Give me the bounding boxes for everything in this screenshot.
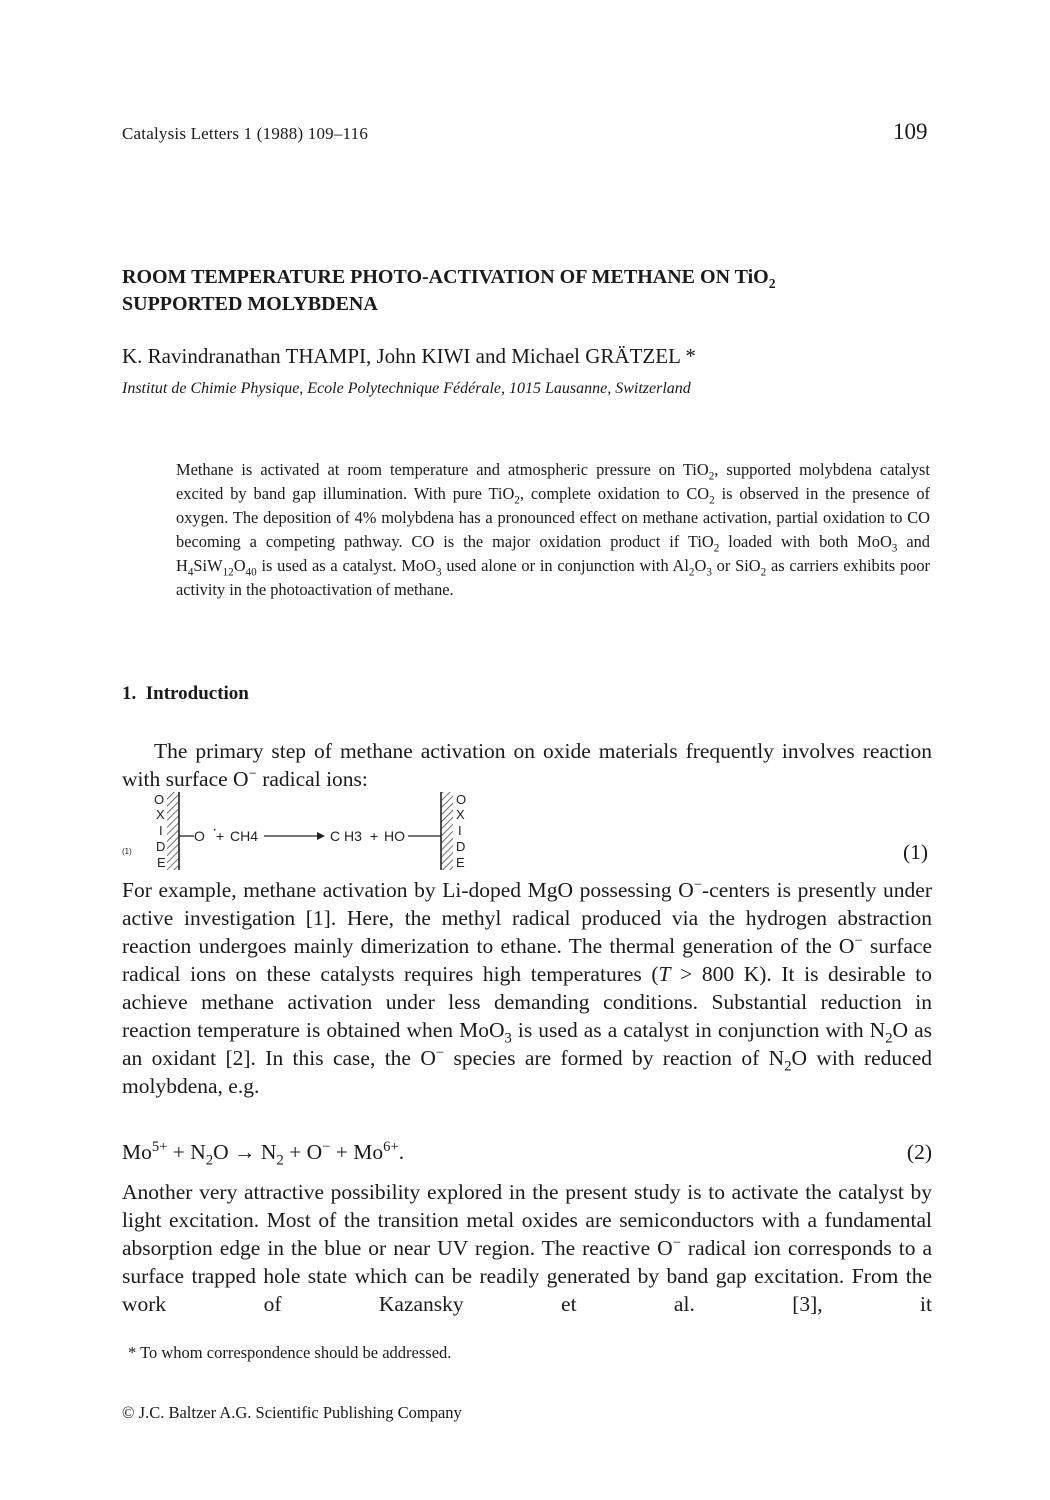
svg-text:I: I xyxy=(458,823,462,838)
svg-text:X: X xyxy=(456,807,465,822)
equation-2 xyxy=(122,1138,932,1169)
paragraph-methane-activation: For example, methane activation by Li-doped MgO possessing O−-centers is presently under active investigation [1]. Here, the methyl radical produced via the hydrogen abstraction reaction undergoes mainly dimerization to ethane. The thermal generation of the O− surface radical ions on these catalysts requires high temperatures (T > 800 K). It is desirable to achieve methane activation under less demanding conditions. Substantial reduction in reaction temperature is obtained when MoO$_3$ is used as a catalyst in conjunction with $N_2O$ as an oxidant [2]. In this case, the O− species are formed by reaction of $N_2O$ with reduced molybdena, e.g. xyxy=(122,876,932,1098)
methane-formula: CH4 xyxy=(230,828,259,844)
paragraph-intro: The primary step of methane activation on oxide materials frequently involves reaction with surface O− radical ions: xyxy=(122,739,932,791)
title-line-2: SUPPORTED MOLYBDENA xyxy=(122,293,378,315)
journal-citation: Catalysis Letters 1 (1988) 109–116 xyxy=(122,124,369,143)
svg-text:·: · xyxy=(212,821,218,838)
page-number: 109 xyxy=(893,119,928,144)
section-heading xyxy=(122,683,249,705)
paragraph-light-excitation: Another very attractive possibility explored in the present study is to activate the catalyst by light excitation. Most of the transition metal oxides are semiconductors with a fundamental absorption edge in the blue or near UV region. The reactive O− radical ion corresponds to a surface trapped hole state which can be readily generated by band gap excitation. From the work of Kazansky et al. [3], it xyxy=(122,1180,932,1316)
equation-1-label: (1) xyxy=(122,847,132,856)
title-line-1: ROOM TEMPERATURE PHOTO-ACTIVATION OF METHANE ON TiO$_2$ xyxy=(122,266,776,291)
equation-2-formula: $Mo^{5+} + N_2O \to N_2 + O^- + Mo^{6+}$. xyxy=(122,1138,405,1169)
methyl-radical-formula: C H3 xyxy=(330,828,362,844)
equation-2-number: (2) xyxy=(906,1140,932,1164)
copyright-notice: © J.C. Baltzer A.G. Scientific Publishing Company xyxy=(122,1403,462,1422)
svg-text:D: D xyxy=(456,839,466,854)
svg-text:O: O xyxy=(154,792,165,807)
svg-text:O: O xyxy=(456,792,467,807)
affiliation: Institut de Chimie Physique, Ecole Polytechnique Fédérale, 1015 Lausanne, Switzerland xyxy=(122,380,691,397)
oxide-block-right xyxy=(456,792,466,870)
section-number: 1. xyxy=(122,683,137,704)
author-list: K. Ravindranathan THAMPI, John KIWI and Michael GRÄTZEL * xyxy=(122,344,696,368)
abstract-text: Methane is activated at room temperature and atmospheric pressure on TiO$_2$, supported molybdena catalyst excited by band gap illumination. With pure TiO$_2$, complete oxidation to $CO_2$ is observed in the presence of oxygen. The deposition of 4% molybdena has a pronounced effect on methane activation, partial oxidation to CO becoming a competing pathway. CO is the major oxidation product if TiO$_2$ loaded with both MoO$_3$ and $H_4SiW_{12}O_{40}$ is used as a catalyst. MoO$_3$ used alone or in conjunction with $Al_2O_3$ or SiO$_2$ as carriers exhibits poor activity in the photoactivation of methane. xyxy=(176,460,931,599)
svg-text:E: E xyxy=(157,855,166,870)
svg-text:O: O xyxy=(194,828,205,844)
abstract xyxy=(176,458,930,602)
reaction-scheme-1 xyxy=(112,790,532,880)
svg-text:X: X xyxy=(156,807,165,822)
svg-text:HO: HO xyxy=(384,828,405,844)
oxide-block-left xyxy=(154,792,166,870)
svg-text:E: E xyxy=(456,855,465,870)
svg-text:I: I xyxy=(159,823,163,838)
footnote: * To whom correspondence should be addressed. xyxy=(128,1343,452,1362)
svg-text:D: D xyxy=(156,839,166,854)
paper-title xyxy=(122,264,942,318)
svg-text:+: + xyxy=(370,828,379,844)
svg-text:+: + xyxy=(216,828,225,844)
section-title: Introduction xyxy=(145,683,249,704)
equation-1-number: (1) xyxy=(903,840,929,864)
